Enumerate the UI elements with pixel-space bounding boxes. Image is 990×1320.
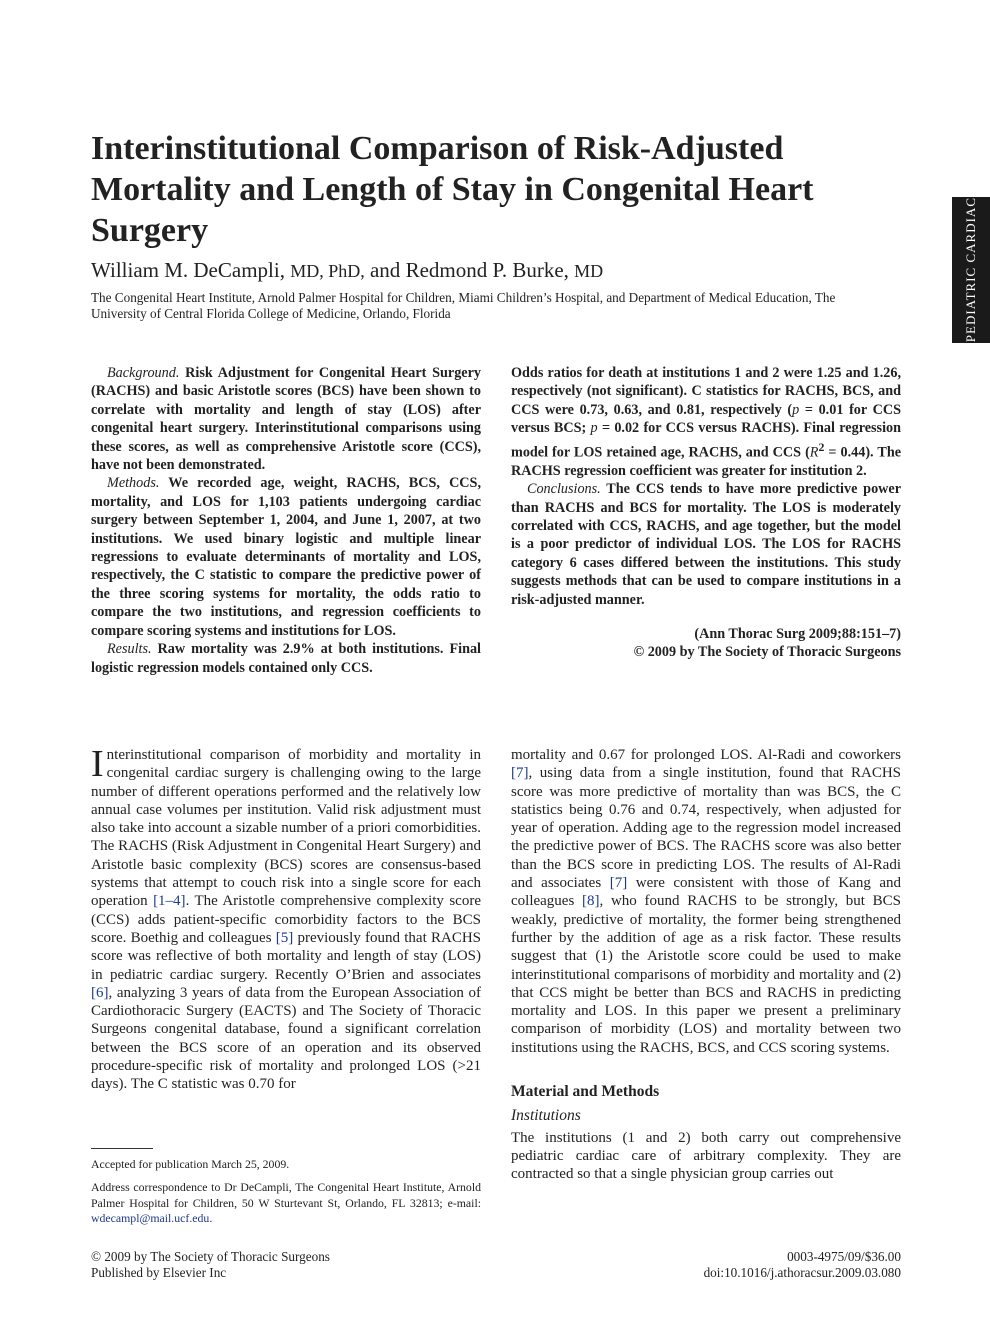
institutions-paragraph: The institutions (1 and 2) both carry out comprehensive pediatric cardiac care of arbitrary complexity. They are contracted so that a single physician group carries out bbox=[511, 1129, 901, 1183]
footnote-rule bbox=[91, 1148, 153, 1149]
intro-text-2: . The Aristotle comprehensive complexity score (CCS) adds patient-specific comorbidity factors to the BCS score. Boethig and colleagues bbox=[91, 893, 481, 946]
reference-link[interactable]: [1–4] bbox=[153, 893, 186, 910]
r-symbol: R bbox=[809, 444, 819, 461]
results-text: Raw mortality was 2.9% at both institutions. Final logistic regression models contained only CCS. bbox=[91, 641, 481, 676]
author-1-name: William M. DeCampli, bbox=[91, 258, 285, 282]
footer-right bbox=[611, 1249, 901, 1280]
results-cont-c: = 0.02 for CCS versus RACHS). Final regression model for LOS retained age, RACHS, and CCS ( bbox=[511, 420, 901, 461]
reference-link[interactable]: [6] bbox=[91, 984, 109, 1001]
subsection-heading: Institutions bbox=[511, 1107, 581, 1125]
abstract-methods bbox=[91, 474, 481, 640]
section-tab-label: PEDIATRIC CARDIAC bbox=[963, 197, 978, 343]
intro-text-1: nterinstitutional comparison of morbidity and mortality in congenital cardiac surgery is challenging owing to the large number of different operations performed and the relatively low annual case volumes per institution. Valid risk adjustment must also take into account a sizable number of a priori comorbidities. The RACHS (Risk Adjustment in Congenital Heart Surgery) and Aristotle basic complexity (BCS) scores are consensus-based systems that attempt to couch risk into a single score for each operation bbox=[91, 747, 481, 910]
background-text: Risk Adjustment for Congenital Heart Surgery (RACHS) and basic Aristotle scores (BCS) have been shown to correlate with mortality and length of stay (LOS) after congenital heart surgery. Interinstitutional comparisons using these scores, as well as comprehensive Aristotle score (CCS), have not been demonstrated. bbox=[91, 365, 481, 474]
reference-link[interactable]: [7] bbox=[609, 875, 628, 892]
footer-publisher: Published by Elsevier Inc bbox=[91, 1264, 227, 1280]
footer-doi: doi:10.1016/j.athoracsur.2009.03.080 bbox=[703, 1264, 901, 1280]
intro-text-4: , analyzing 3 years of data from the European Association of Cardiothoracic Surgery (EACTS) and The Society of Thoracic Surgeons congenital database, found a significant correlation between the BCS score of an operation and its observed procedure-specific risk of mortality and prolonged LOS (>21 days). The C statistic was 0.70 for bbox=[91, 984, 481, 1093]
section-tab bbox=[952, 197, 990, 343]
results-label: Results. bbox=[107, 641, 152, 658]
correspondence-text: Address correspondence to Dr DeCampli, The Congenital Heart Institute, Arnold Palmer Hospital for Children, 50 W Sturtevant St, Orlando, FL 32813; e-mail: bbox=[91, 1180, 481, 1210]
results-cont-d: = 0.44). The RACHS regression coefficient was greater for institution 2. bbox=[511, 444, 902, 479]
abstract-conclusions bbox=[511, 480, 901, 609]
body-right-column bbox=[511, 746, 901, 1184]
author-2-name: Redmond P. Burke, bbox=[405, 258, 569, 282]
affiliation: The Congenital Heart Institute, Arnold Palmer Hospital for Children, Miami Children’s Hospital, and Department of Medical Education, The University of Central Florida College of Medicine, Orlando, Florida bbox=[91, 290, 836, 321]
body-left-column bbox=[91, 743, 481, 1094]
author-conjunction: and bbox=[369, 258, 401, 282]
reference-link[interactable]: [7] bbox=[511, 765, 529, 782]
methods-label: Methods. bbox=[107, 475, 160, 492]
email-link[interactable]: wdecampl@mail.ucf.edu bbox=[91, 1211, 210, 1225]
conclusions-label: Conclusions. bbox=[527, 481, 601, 498]
reference-link[interactable]: [5] bbox=[275, 929, 294, 946]
abstract-results-continued bbox=[511, 364, 901, 480]
abstract-left-column bbox=[91, 364, 481, 677]
intro-cont-2: , using data from a single institution, found that RACHS score was more predictive of mortality than was BCS, the C statistics being 0.76 and 0.74, respectively, when adjusted for year of operation. Adding age to the regression model increased the predictive power of BCS. The RACHS score was also better than the BCS score in predicting LOS. The results of Al-Radi and associates bbox=[511, 765, 901, 892]
results-cont-a: Odds ratios for death at institutions 1 and 2 were 1.25 and 1.26, respectively (not significant). C statistics for RACHS, BCS, and CCS were 0.73, 0.63, and 0.81, respectively ( bbox=[511, 365, 901, 418]
intro-cont-3: were consistent with those of Kang and colleagues bbox=[511, 875, 902, 910]
abstract-copyright: © 2009 by The Society of Thoracic Surgeons bbox=[633, 644, 901, 661]
article-title: Interinstitutional Comparison of Risk-Adjusted Mortality and Length of Stay in Congenital Heart Surgery bbox=[91, 130, 814, 249]
abstract-background bbox=[91, 364, 481, 474]
conclusions-text: The CCS tends to have more predictive power than RACHS and BCS for mortality. The LOS is moderately correlated with CCS, RACHS, and age together, but the model is a poor predictor of individual LOS. The LOS for RACHS category 6 cases differed between the institutions. This study suggests methods that can be used to compare institutions in a risk-adjusted manner. bbox=[511, 481, 901, 608]
methods-text: We recorded age, weight, RACHS, BCS, CCS, mortality, and LOS for 1,103 patients undergoing cardiac surgery between September 1, 2004, and June 1, 2007, at two institutions. We used binary logistic and multiple linear regressions to evaluate determinants of mortality and LOS, respectively, the C statistic to compare the predictive power of the three scoring systems for mortality, the odds ratio to compare the two institutions, and regression coefficients to compare scoring systems and institutions for LOS. bbox=[91, 475, 481, 639]
journal-citation: (Ann Thorac Surg 2009;88:151–7) bbox=[694, 626, 901, 643]
intro-paragraph bbox=[91, 743, 481, 1094]
p-symbol: p bbox=[792, 401, 800, 418]
correspondence-end: . bbox=[209, 1211, 213, 1225]
accepted-note: Accepted for publication March 25, 2009. bbox=[91, 1157, 290, 1171]
author-line bbox=[91, 258, 603, 283]
p-symbol: p bbox=[590, 420, 598, 437]
citation-block bbox=[511, 625, 901, 662]
background-label: Background. bbox=[107, 365, 180, 381]
abstract-results bbox=[91, 640, 481, 677]
correspondence-note bbox=[91, 1180, 481, 1227]
intro-cont-4: , who found RACHS to be strongly, but BCS weakly, predictive of mortality, the former being strengthened further by the addition of age as a risk factor. These results suggest that (1) the Aristotle score could be used to make interinstitutional comparisons of morbidity and mortality and (2) that CCS might be better than BCS and RACHS in predicting mortality and LOS. In this paper we present a preliminary comparison of morbidity (LOS) and mortality between two institutions using the RACHS, BCS, and CCS scoring systems. bbox=[511, 893, 901, 1056]
footer-issn: 0003-4975/09/$36.00 bbox=[787, 1249, 901, 1264]
footer-copyright: © 2009 by The Society of Thoracic Surgeons bbox=[91, 1249, 330, 1264]
section-heading: Material and Methods bbox=[511, 1083, 660, 1101]
results-cont-b: = 0.01 for CCS versus BCS; bbox=[511, 401, 901, 437]
intro-paragraph-continued bbox=[511, 746, 901, 1057]
author-1-degrees: MD, PhD, bbox=[290, 261, 365, 281]
intro-cont-1: mortality and 0.67 for prolonged LOS. Al-Radi and coworkers bbox=[511, 747, 901, 763]
abstract-right-column bbox=[511, 364, 901, 662]
drop-cap: I bbox=[91, 743, 104, 785]
r-exponent: 2 bbox=[818, 439, 825, 454]
author-2-degrees: MD bbox=[574, 261, 604, 281]
intro-text-3: previously found that RACHS score was reflective of both mortality and length of stay (LOS) in pediatric cardiac surgery. Recently O’Brien and associates bbox=[91, 929, 481, 983]
footer-left bbox=[91, 1249, 330, 1280]
reference-link[interactable]: [8] bbox=[582, 893, 600, 910]
